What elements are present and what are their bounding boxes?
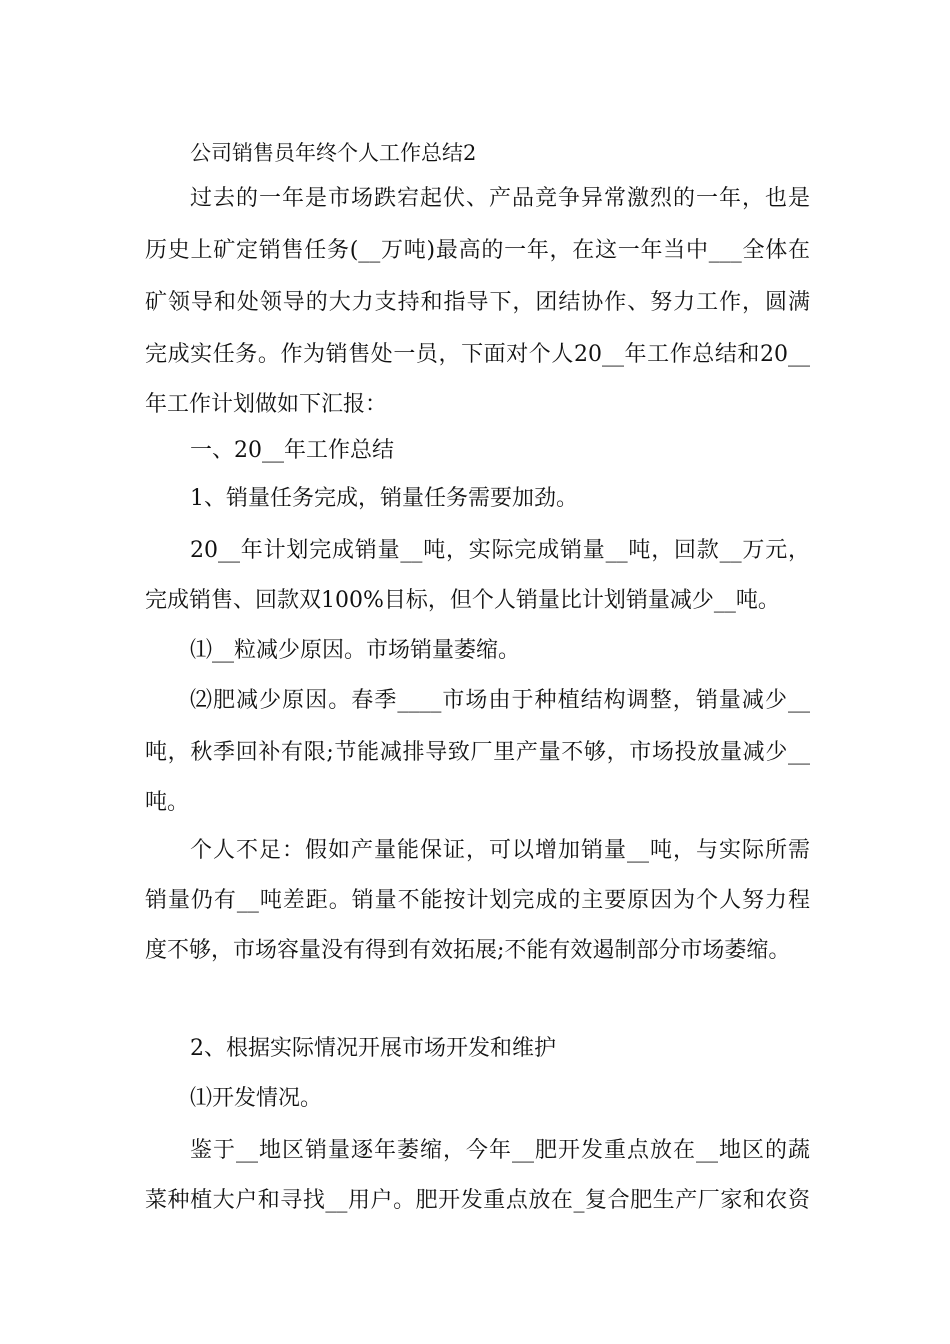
- list-item: ⑴__粒减少原因。市场销量萎缩。: [190, 638, 521, 663]
- paragraph-line: 个人不足：假如产量能保证，可以增加销量__吨，与实际所需: [190, 838, 810, 863]
- paragraph-line: 过去的一年是市场跌宕起伏、产品竞争异常激烈的一年，也是: [190, 186, 810, 211]
- paragraph-line: 完成实任务。作为销售处一员，下面对个人20__年工作总结和20__: [145, 342, 810, 367]
- paragraph-line: 菜种植大户和寻找__用户。肥开发重点放在_复合肥生产厂家和农资: [145, 1188, 810, 1213]
- section-heading: 一、20__年工作总结: [190, 438, 394, 463]
- paragraph-line: 年工作计划做如下汇报：: [145, 392, 388, 417]
- list-item: ⑵肥减少原因。春季____市场由于种植结构调整，销量减少__: [190, 688, 810, 713]
- paragraph-line: 完成销售、回款双100%目标，但个人销量比计划销量减少__吨。: [145, 588, 780, 613]
- paragraph-line: 吨，秋季回补有限;节能减排导致厂里产量不够，市场投放量减少__: [145, 740, 810, 765]
- paragraph-line: 度不够，市场容量没有得到有效拓展;不能有效遏制部分市场萎缩。: [145, 938, 791, 963]
- subsection-heading: 2、根据实际情况开展市场开发和维护: [190, 1036, 556, 1061]
- subsection-heading: 1、销量任务完成，销量任务需要加劲。: [190, 486, 578, 511]
- list-item: ⑴开发情况。: [190, 1086, 323, 1111]
- paragraph-line: 销量仍有__吨差距。销量不能按计划完成的主要原因为个人努力程: [145, 888, 810, 913]
- paragraph-line: 吨。: [145, 790, 190, 815]
- paragraph-line: 鉴于__地区销量逐年萎缩，今年__肥开发重点放在__地区的蔬: [190, 1138, 810, 1163]
- document-title: 公司销售员年终个人工作总结2: [190, 141, 477, 165]
- paragraph-line: 历史上矿定销售任务(__万吨)最高的一年，在这一年当中___全体在: [145, 238, 810, 263]
- paragraph-line: 矿领导和处领导的大力支持和指导下，团结协作、努力工作，圆满: [145, 290, 810, 315]
- paragraph-line: 20__年计划完成销量__吨，实际完成销量__吨，回款__万元，: [190, 538, 810, 563]
